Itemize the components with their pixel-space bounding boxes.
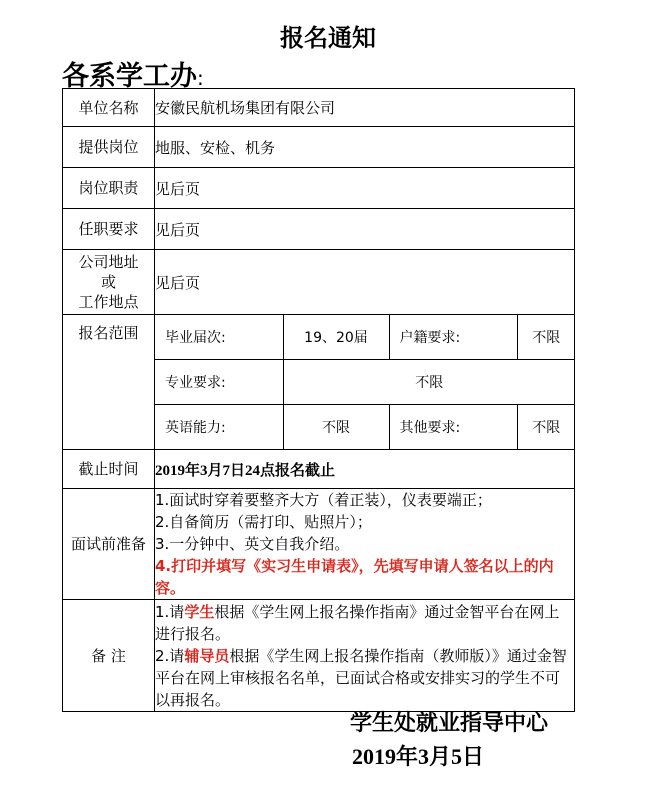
other-label: 其他要求: — [389, 404, 517, 449]
recipient-colon: : — [197, 66, 204, 90]
note-2-highlight: 辅导员 — [184, 646, 230, 665]
interview-item-1: 1.面试时穿着要整齐大方（着正装），仪表要端正； — [155, 491, 492, 509]
note-1-prefix: 1.请 — [155, 602, 185, 621]
hukou-value: 不限 — [517, 315, 575, 359]
signature-date: 2019年3月5日 — [352, 744, 485, 769]
requirements-value: 见后页 — [155, 209, 575, 250]
interview-item-4: 4.打印并填写《实习生申请表》，先填写申请人签名以上的内容。 — [155, 557, 554, 597]
duties-label: 岗位职责 — [63, 168, 155, 209]
english-label: 英语能力: — [155, 404, 283, 449]
interview-content — [155, 489, 575, 600]
major-label: 专业要求: — [155, 359, 283, 404]
row-duties — [63, 168, 575, 209]
scope-label: 报名范围 — [63, 315, 155, 450]
scope-subtable — [155, 315, 575, 449]
address-value: 见后页 — [155, 250, 575, 315]
row-interview — [63, 489, 575, 600]
note-1-highlight: 学生 — [184, 602, 215, 621]
note-item-2 — [155, 645, 574, 711]
notes-content — [155, 600, 575, 712]
row-address — [63, 250, 575, 315]
scope-row-3 — [155, 404, 575, 449]
hukou-label: 户籍要求: — [389, 315, 517, 359]
row-requirements — [63, 209, 575, 250]
row-notes — [63, 600, 575, 712]
note-2-prefix: 2.请 — [155, 646, 185, 665]
recipient-text: 各系学工办 — [62, 61, 197, 92]
notes-label: 备 注 — [63, 600, 155, 712]
positions-label: 提供岗位 — [63, 127, 155, 168]
note-2-text: 根据《学生网上报名操作指南（教师版）》通过金智平台在网上审核报名名单，已面试合格或安排实习的学生不可以再报名。 — [155, 646, 567, 709]
other-value: 不限 — [517, 404, 575, 449]
deadline-value: 2019年3月7日24点报名截止 — [155, 450, 575, 489]
row-positions — [63, 127, 575, 168]
interview-label: 面试前准备 — [63, 489, 155, 600]
major-value: 不限 — [283, 359, 575, 404]
note-item-1 — [155, 601, 574, 645]
interview-item-2: 2.自备简历（需打印、贴照片）； — [155, 513, 372, 531]
document-title: 报名通知 — [280, 24, 376, 52]
scope-cell — [155, 315, 575, 450]
scope-row-1 — [155, 315, 575, 359]
interview-item-3: 3.一分钟中、英文自我介绍。 — [155, 535, 350, 553]
row-company — [63, 89, 575, 127]
scope-row-2 — [155, 359, 575, 404]
row-scope — [63, 315, 575, 450]
address-label-line2: 或 — [100, 273, 116, 291]
requirements-label: 任职要求 — [63, 209, 155, 250]
note-1-text: 根据《学生网上报名操作指南》通过金智平台在网上进行报名。 — [155, 602, 560, 643]
address-label-line1: 公司地址 — [78, 253, 139, 271]
company-value: 安徽民航机场集团有限公司 — [155, 89, 575, 127]
positions-value: 地服、安检、机务 — [155, 127, 575, 168]
deadline-label: 截止时间 — [63, 450, 155, 489]
duties-value: 见后页 — [155, 168, 575, 209]
graduation-label: 毕业届次: — [155, 315, 283, 359]
notice-table — [62, 88, 575, 712]
english-value: 不限 — [283, 404, 389, 449]
address-label-line3: 工作地点 — [78, 293, 139, 311]
address-label — [63, 250, 155, 315]
signature-office: 学生处就业指导中心 — [350, 711, 549, 736]
row-deadline — [63, 450, 575, 489]
company-label: 单位名称 — [63, 89, 155, 127]
graduation-value: 19、20届 — [283, 315, 389, 359]
